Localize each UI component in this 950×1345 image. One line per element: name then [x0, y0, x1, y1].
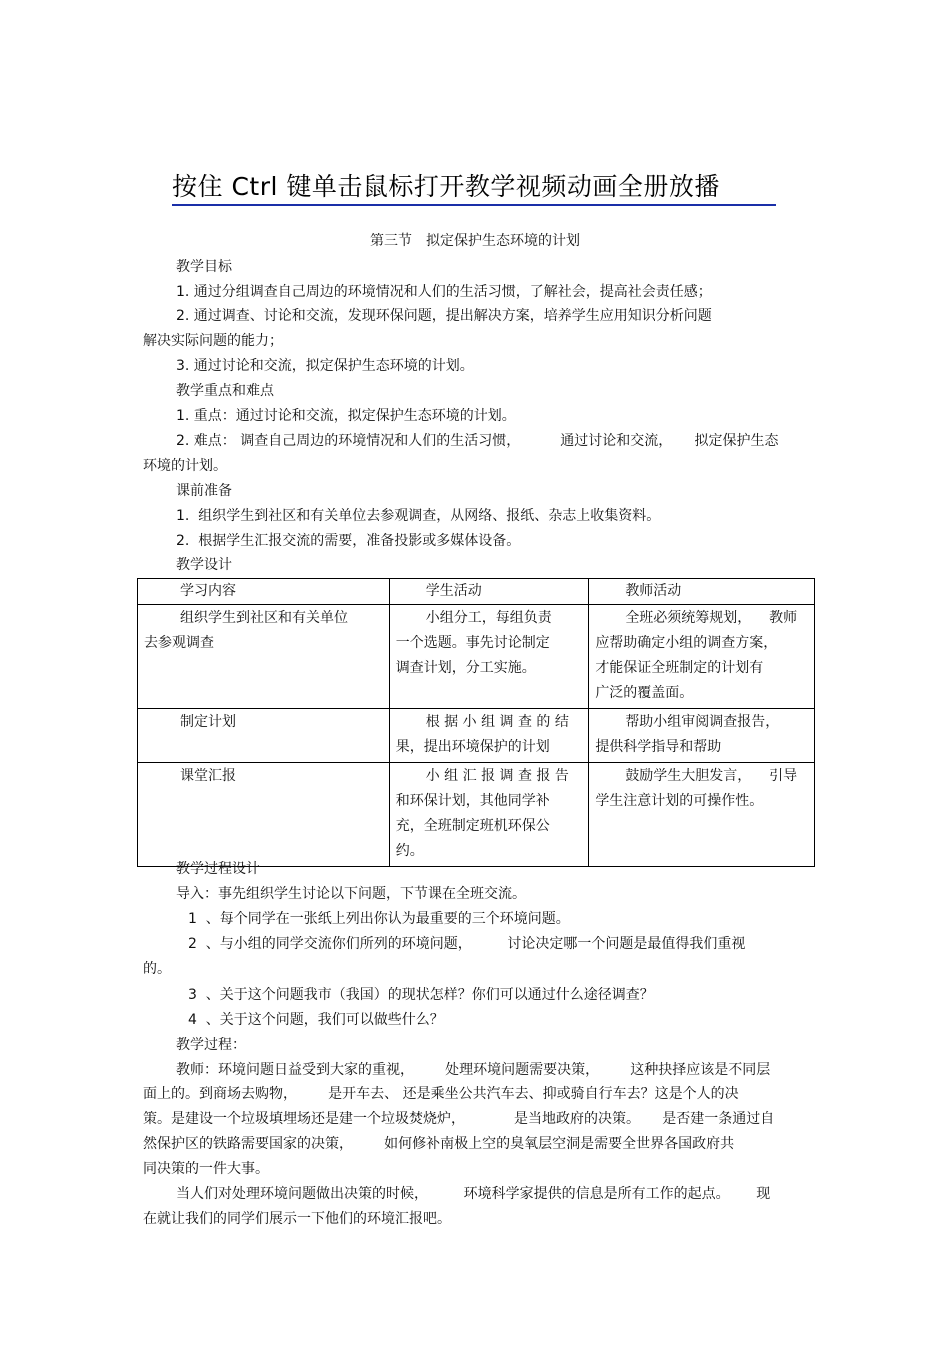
cell-content: 课堂汇报 — [138, 763, 390, 867]
cell-teacher: 全班必须统筹规划， 教师 应帮助确定小组的调查方案， 才能保证全班制定的计划有 广泛的覆盖面。 — [589, 605, 815, 709]
teaching-design-table — [137, 578, 815, 867]
keypoint-1: 1. 重点：通过讨论和交流，拟定保护生态环境的计划。 — [176, 408, 516, 424]
process-subheading: 教学过程： — [176, 1037, 246, 1053]
keypoint-2-cont: 环境的计划。 — [143, 458, 227, 474]
goal-2: 2. 通过调查、讨论和交流，发现环保问题，提出解决方案，培养学生应用知识分析问题 — [176, 308, 712, 324]
paragraph-line: 然保护区的铁路需要国家的决策， 如何修补南极上空的臭氧层空洞是需要全世界各国政府共 — [143, 1136, 735, 1152]
cell-content: 制定计划 — [138, 709, 390, 763]
goal-3: 3. 通过讨论和交流，拟定保护生态环境的计划。 — [176, 358, 474, 374]
paragraph-line: 策。是建设一个垃圾填埋场还是建一个垃圾焚烧炉， 是当地政府的决策。 是否建一条通过自 — [143, 1111, 775, 1127]
process-heading: 教学过程设计 — [176, 861, 260, 877]
paragraph-line: 教师：环境问题日益受到大家的重视， 处理环境问题需要决策， 这种抉择应该是不同层 — [176, 1062, 771, 1078]
cell-student: 根 据 小 组 调 查 的 结 果，提出环境保护的计划 — [389, 709, 589, 763]
paragraph-line: 当人们对处理环境问题做出决策的时候， 环境科学家提供的信息是所有工作的起点。 现 — [176, 1186, 771, 1202]
video-link-banner[interactable]: 按住 Ctrl 键单击鼠标打开教学视频动画全册放播 — [172, 170, 776, 206]
question-4: 4 、关于这个问题，我们可以做些什么？ — [188, 1012, 444, 1028]
question-1: 1 、每个同学在一张纸上列出你认为最重要的三个环境问题。 — [188, 911, 570, 927]
question-3: 3 、关于这个问题我市（我国）的现状怎样？你们可以通过什么途径调查？ — [188, 987, 654, 1003]
question-2: 2 、与小组的同学交流你们所列的环境问题， 讨论决定哪一个问题是最值得我们重视 — [188, 936, 746, 952]
table-row — [138, 709, 815, 763]
cell-teacher: 鼓励学生大胆发言， 引导 学生注意计划的可操作性。 — [589, 763, 815, 867]
header-content: 学习内容 — [138, 579, 390, 605]
cell-content: 组织学生到社区和有关单位 去参观调查 — [138, 605, 390, 709]
paragraph-line: 同决策的一件大事。 — [143, 1161, 269, 1177]
table-header-row — [138, 579, 815, 605]
header-student: 学生活动 — [389, 579, 589, 605]
section-title: 第三节 拟定保护生态环境的计划 — [370, 233, 580, 249]
table-row — [138, 605, 815, 709]
goal-1: 1. 通过分组调查自己周边的环境情况和人们的生活习惯，了解社会，提高社会责任感； — [176, 284, 712, 300]
keypoint-2: 2. 难点： 调查自己周边的环境情况和人们的生活习惯， 通过讨论和交流， 拟定保护生态 — [176, 433, 779, 449]
table-row — [138, 763, 815, 867]
question-2-cont: 的。 — [143, 961, 171, 977]
prep-heading: 课前准备 — [176, 483, 232, 499]
cell-teacher: 帮助小组审阅调查报告， 提供科学指导和帮助 — [589, 709, 815, 763]
cell-student: 小组分工，每组负责 一个选题。事先讨论制定 调查计划，分工实施。 — [389, 605, 589, 709]
header-teacher: 教师活动 — [589, 579, 815, 605]
cell-student: 小 组 汇 报 调 查 报 告 和环保计划，其他同学补 充，全班制定班机环保公 约。 — [389, 763, 589, 867]
prep-2: 2. 根据学生汇报交流的需要，准备投影或多媒体设备。 — [176, 533, 521, 549]
intro-text: 导入：事先组织学生讨论以下问题，下节课在全班交流。 — [176, 886, 526, 902]
goals-heading: 教学目标 — [176, 259, 232, 275]
prep-1: 1. 组织学生到社区和有关单位去参观调查，从网络、报纸、杂志上收集资料。 — [176, 508, 661, 524]
goal-2-cont: 解决实际问题的能力； — [143, 333, 283, 349]
paragraph-line: 在就让我们的同学们展示一下他们的环境汇报吧。 — [143, 1211, 451, 1227]
paragraph-line: 面上的。到商场去购物， 是开车去、 还是乘坐公共汽车去、抑或骑自行车去？这是个人的决 — [143, 1086, 739, 1102]
keypoints-heading: 教学重点和难点 — [176, 383, 274, 399]
design-heading: 教学设计 — [176, 557, 232, 573]
